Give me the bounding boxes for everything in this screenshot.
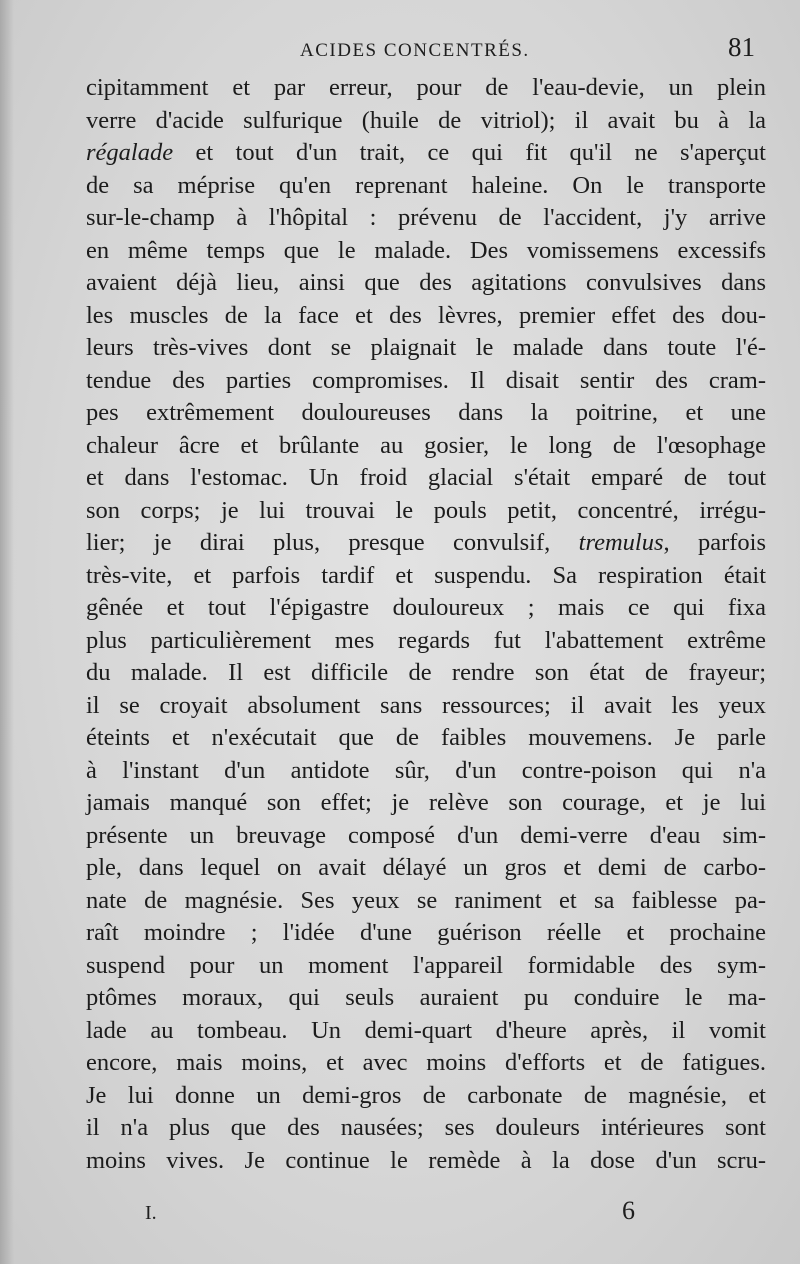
- text-line: sur-le-champ à l'hôpital : prévenu de l'accident, j'y arrive: [86, 204, 766, 231]
- text-line: présente un breuvage composé d'un demi-verre d'eau sim-: [86, 821, 766, 849]
- text-line: gênée et tout l'épigastre douloureux ; mais ce qui fixa: [86, 594, 766, 621]
- text-line: [86, 527, 766, 560]
- text-line-segment: , parfois: [663, 529, 766, 556]
- body-text: [86, 72, 766, 1177]
- text-line: verre d'acide sulfurique (huile de vitriol); il avait bu à la: [86, 106, 766, 134]
- text-line: son corps; je lui trouvai le pouls petit, concentré, irrégu-: [86, 496, 766, 524]
- text-line: moins vives. Je continue le remède à la dose d'un scru-: [86, 1146, 766, 1174]
- page-gutter-shadow: [0, 0, 14, 1264]
- signature-mark: I.: [145, 1202, 157, 1224]
- italic-word: tremulus: [578, 529, 664, 556]
- running-head: [0, 28, 800, 68]
- italic-word: régalade: [86, 139, 174, 166]
- text-line: chaleur âcre et brûlante au gosier, le long de l'œsophage: [86, 431, 766, 459]
- text-line: raît moindre ; l'idée d'une guérison réelle et prochaine: [86, 919, 766, 946]
- text-line: en même temps que le malade. Des vomissemens excessifs: [86, 236, 766, 264]
- text-line: lade au tombeau. Un demi-quart d'heure après, il vomit: [86, 1016, 766, 1044]
- text-line: il se croyait absolument sans ressources; il avait les yeux: [86, 691, 766, 719]
- text-line: très-vite, et parfois tardif et suspendu. Sa respiration était: [86, 561, 766, 589]
- text-line: cipitamment et par erreur, pour de l'eau-devie, un plein: [86, 74, 766, 101]
- page-footer: [0, 1196, 800, 1236]
- text-line: pes extrêmement douloureuses dans la poitrine, et une: [86, 399, 766, 426]
- text-line: suspend pour un moment l'appareil formidable des sym-: [86, 951, 766, 979]
- text-line: à l'instant d'un antidote sûr, d'un contre-poison qui n'a: [86, 756, 766, 784]
- running-title: ACIDES CONCENTRÉS.: [300, 40, 530, 61]
- text-line: encore, mais moins, et avec moins d'efforts et de fatigues.: [86, 1049, 766, 1076]
- text-line: de sa méprise qu'en reprenant haleine. On le transporte: [86, 171, 766, 199]
- text-line: leurs très-vives dont se plaignait le malade dans toute l'é-: [86, 334, 766, 361]
- signature-number: 6: [622, 1196, 635, 1225]
- text-line: les muscles de la face et des lèvres, premier effet des dou-: [86, 301, 766, 329]
- text-line-segment: lier; je dirai plus, presque convulsif,: [86, 529, 579, 556]
- text-line: il n'a plus que des nausées; ses douleurs intérieures sont: [86, 1114, 766, 1141]
- text-line: éteints et n'exécutait que de faibles mouvemens. Je parle: [86, 724, 766, 751]
- text-line: Je lui donne un demi-gros de carbonate de magnésie, et: [86, 1081, 766, 1109]
- text-line: du malade. Il est difficile de rendre son état de frayeur;: [86, 659, 766, 686]
- text-line: tendue des parties compromises. Il disait sentir des cram-: [86, 366, 766, 394]
- page-number: 81: [728, 32, 755, 62]
- text-line: jamais manqué son effet; je relève son courage, et je lui: [86, 789, 766, 816]
- text-line: ple, dans lequel on avait délayé un gros et demi de carbo-: [86, 854, 766, 881]
- text-line: ptômes moraux, qui seuls auraient pu conduire le ma-: [86, 984, 766, 1011]
- text-line: avaient déjà lieu, ainsi que des agitations convulsives dans: [86, 269, 766, 296]
- text-line: nate de magnésie. Ses yeux se raniment et sa faiblesse pa-: [86, 886, 766, 914]
- text-line: plus particulièrement mes regards fut l'abattement extrême: [86, 626, 766, 654]
- text-line-segment: et tout d'un trait, ce qui fit qu'il ne s'aperçut: [173, 139, 766, 166]
- text-line: [86, 137, 766, 170]
- text-line: et dans l'estomac. Un froid glacial s'était emparé de tout: [86, 464, 766, 491]
